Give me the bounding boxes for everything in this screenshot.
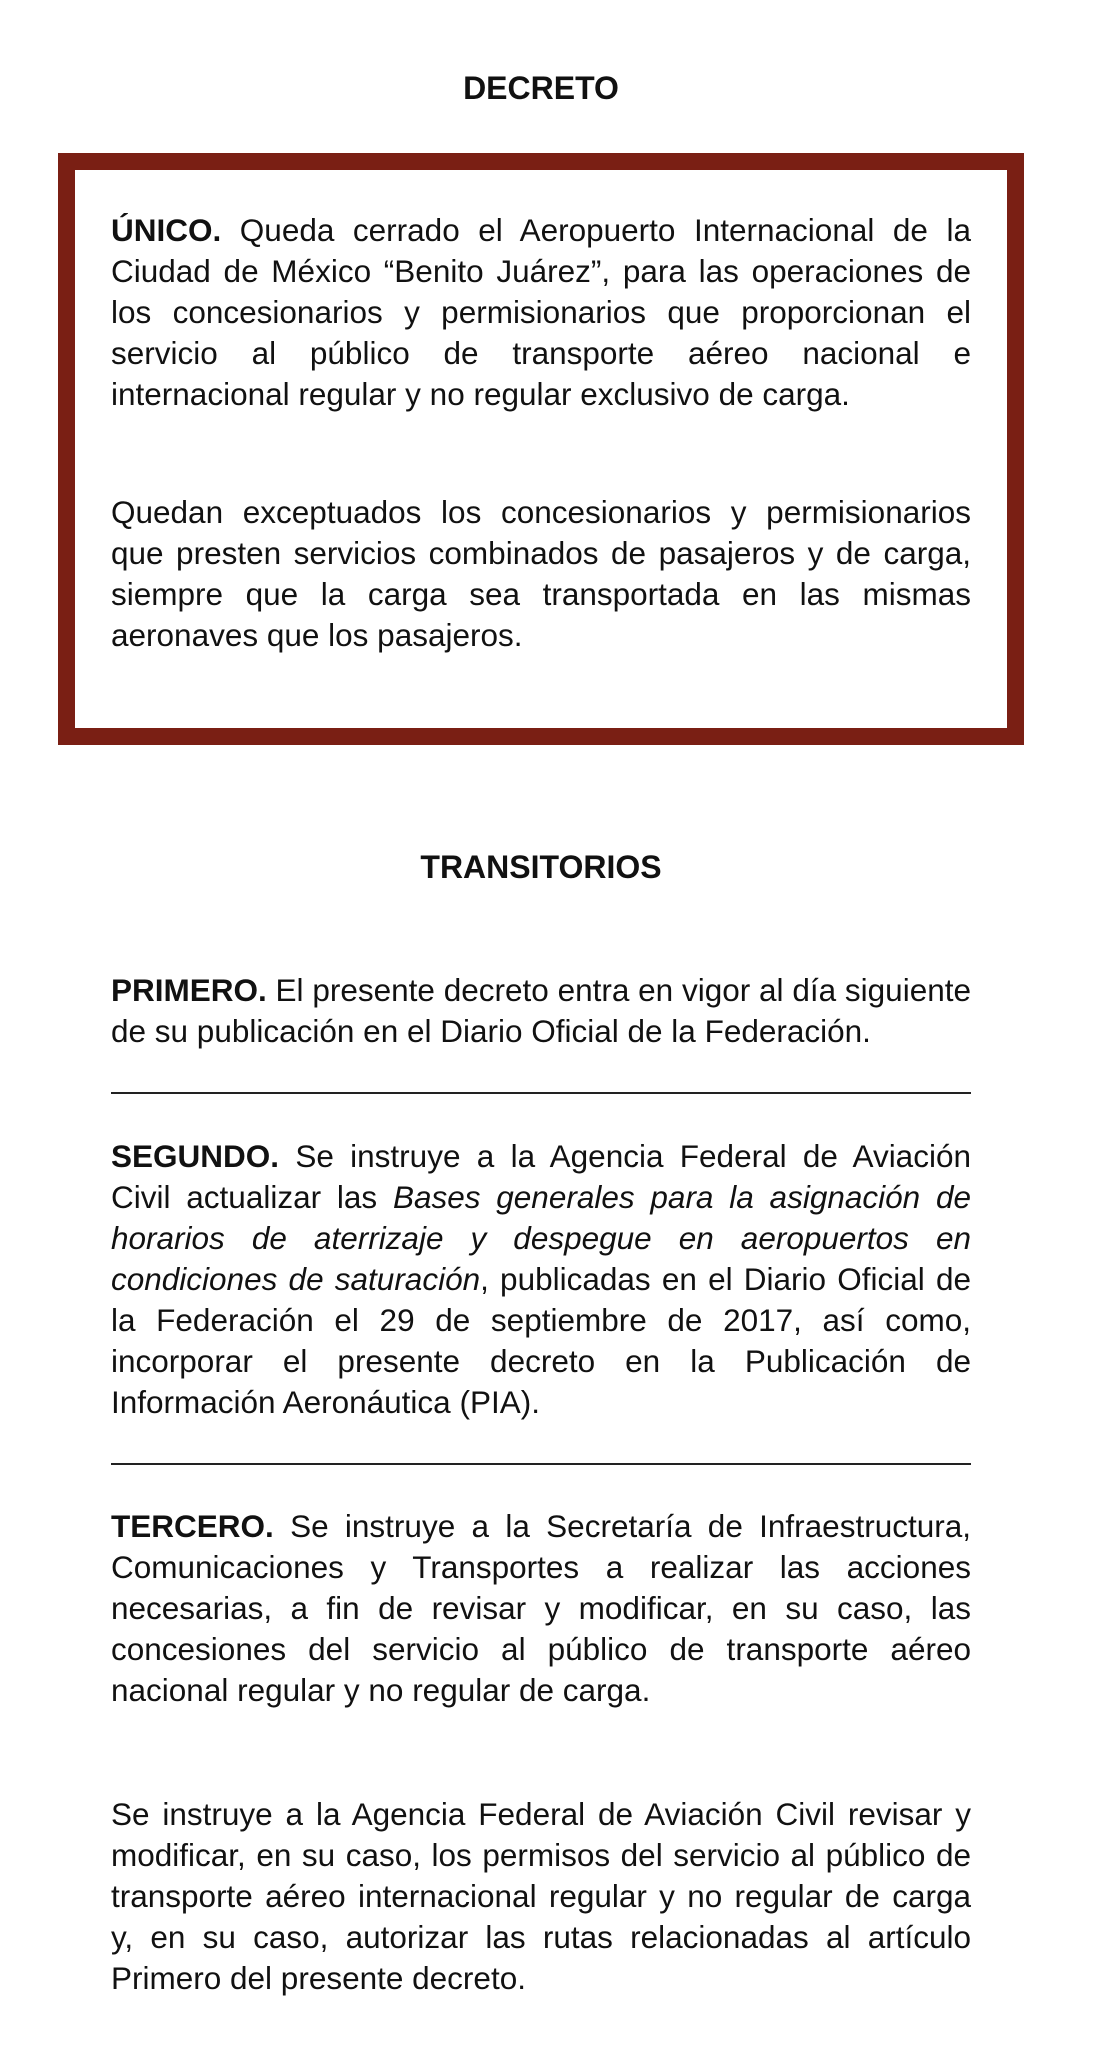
exception-paragraph: Quedan exceptuados los concesionarios y permisionarios que presten servicios combinados de pasajeros y de carga, siempre que la carga sea transportada en las mismas aeronaves que los pasajeros. <box>111 494 971 653</box>
transitorio-tercero <box>111 1506 971 1711</box>
transitorio-tercero-text: Se instruye a la Secretaría de Infraestructura, Comunicaciones y Transportes a realizar las acciones necesarias, a fin de revisar y modificar, en su caso, las concesiones del servicio al público de transporte aéreo nacional regular y no regular de carga. <box>111 1508 971 1708</box>
transitorios-heading: TRANSITORIOS <box>420 849 662 885</box>
article-unico-lead: ÚNICO. <box>111 212 222 248</box>
transitorio-primero <box>111 970 971 1052</box>
transitorio-tercero-lead: TERCERO. <box>111 1508 274 1544</box>
transitorio-segundo-lead: SEGUNDO. <box>111 1138 280 1174</box>
transitorio-primero-text: El presente decreto entra en vigor al día siguiente de su publicación en el Diario Oficial de la Federación. <box>111 972 971 1049</box>
transitorio-segundo <box>111 1136 971 1423</box>
article-unico-text: Queda cerrado el Aeropuerto Internacional de la Ciudad de México “Benito Juárez”, para las operaciones de los concesionarios y permisionarios que proporcionan el servicio al público de transporte aéreo nacional e internacional regular y no regular exclusivo de carga. <box>111 212 971 412</box>
transitorio-afac-paragraph: Se instruye a la Agencia Federal de Aviación Civil revisar y modificar, en su caso, los permisos del servicio al público de transporte aéreo internacional regular y no regular de carga y, en su caso, autorizar las rutas relacionadas al artículo Primero del presente decreto. <box>111 1796 971 1996</box>
decreto-heading: DECRETO <box>463 70 619 106</box>
transitorio-segundo-text-after: , publicadas en el Diario Oficial de la Federación el 29 de septiembre de 2017, así como, incorporar el presente decreto en la Publicación de Información Aeronáutica (PIA). <box>111 1261 971 1420</box>
divider-rule <box>111 1092 971 1094</box>
article-unico <box>111 210 971 415</box>
divider-rule <box>111 1463 971 1465</box>
transitorio-segundo-italic-title: Bases generales para la asignación de horarios de aterrizaje y despegue en aeropuertos en condiciones de saturación <box>111 1179 971 1297</box>
decreto-framed-box <box>58 153 1024 745</box>
transitorio-segundo-text-before: Se instruye a la Agencia Federal de Aviación Civil actualizar las <box>111 1138 971 1215</box>
transitorio-primero-lead: PRIMERO. <box>111 972 267 1008</box>
